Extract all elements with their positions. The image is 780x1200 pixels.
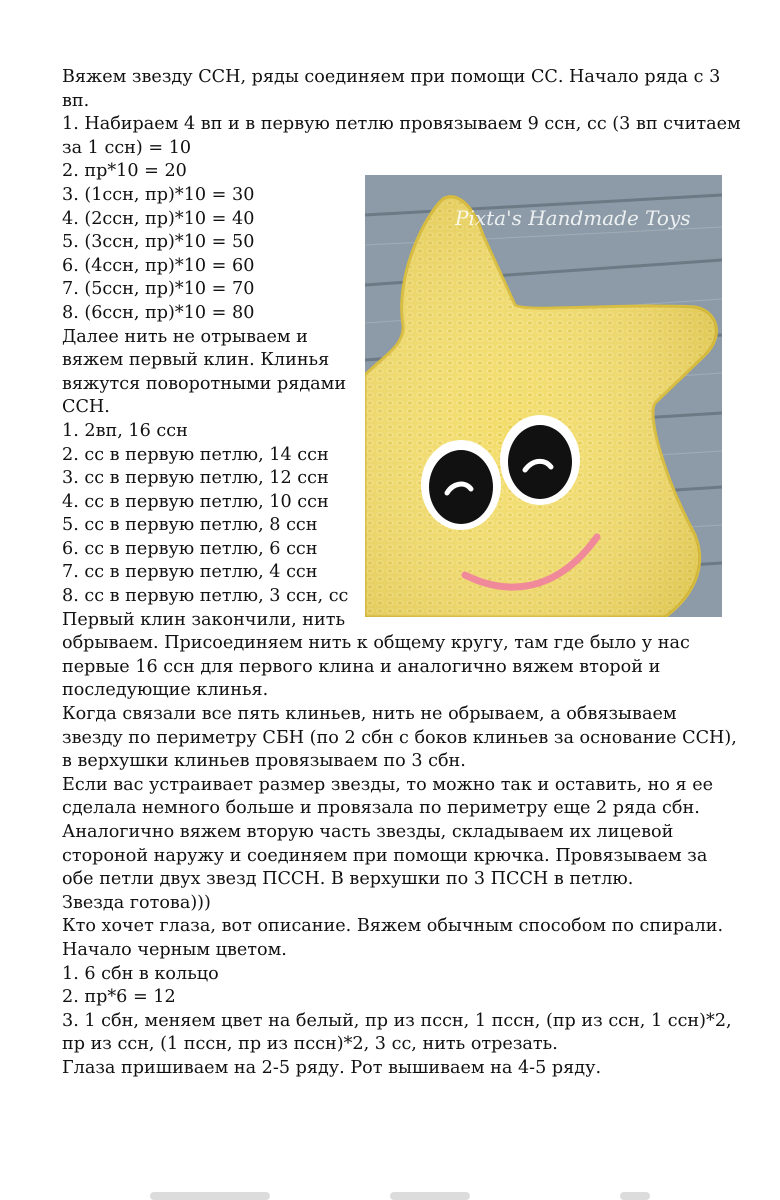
text-line: обрываем. Присоединяем нить к общему кругу, там где было у нас — [62, 633, 690, 654]
text-line: 6. (4ссн, пр)*10 = 60 — [62, 255, 255, 276]
text-line: Звезда готова))) — [62, 892, 211, 913]
text-line: первые 16 ссн для первого клина и аналогично вяжем второй и — [62, 656, 661, 677]
text-line: 8. (6ссн, пр)*10 = 80 — [62, 302, 255, 323]
text-line: вяжутся поворотными рядами — [62, 373, 347, 394]
intro-block — [62, 66, 752, 160]
text-line: обе петли двух звезд ПССН. В верхушки по 3 ПССН в петлю. — [62, 869, 634, 890]
left-eye — [421, 440, 501, 530]
star-toy-photo — [365, 175, 722, 617]
text-line: 2. пр*6 = 12 — [62, 987, 176, 1008]
text-line: 8. сс в первую петлю, 3 ссн, сс — [62, 586, 349, 607]
text-line: Глаза пришиваем на 2-5 ряду. Рот вышиваем на 4-5 ряду. — [62, 1057, 602, 1078]
text-line: 4. (2ссн, пр)*10 = 40 — [62, 208, 255, 229]
text-line: Начало черным цветом. — [62, 939, 287, 960]
text-line: вяжем первый клин. Клинья — [62, 350, 330, 371]
text-line: сделала немного больше и провязала по периметру еще 2 ряда сбн. — [62, 798, 700, 819]
text-line: 1. 2вп, 16 ссн — [62, 420, 188, 441]
text-line: 3. сс в первую петлю, 12 ссн — [62, 468, 329, 489]
text-line: 1. Набираем 4 вп и в первую петлю провязываем 9 ссн, сс (3 вп считаем — [62, 114, 741, 135]
text-line: Аналогично вяжем вторую часть звезды, складываем их лицевой — [62, 822, 674, 842]
full-width-block — [62, 632, 752, 1080]
text-line: ССН. — [62, 397, 110, 418]
text-line: Кто хочет глаза, вот описание. Вяжем обычным способом по спирали. — [62, 916, 724, 937]
text-line: 7. сс в первую петлю, 4 ссн — [62, 562, 318, 583]
text-line: 3. 1 сбн, меняем цвет на белый, пр из пссн, 1 пссн, (пр из ссн, 1 ссн)*2, — [62, 1010, 732, 1031]
text-line: Первый клин закончили, нить — [62, 609, 346, 630]
text-line: пр из ссн, (1 пссн, пр из пссн)*2, 3 сс, нить отрезать. — [62, 1034, 558, 1055]
text-line: звезду по периметру СБН (по 2 сбн с боков клиньев за основание ССН), — [62, 727, 737, 748]
text-line: 7. (5ссн, пр)*10 = 70 — [62, 279, 255, 300]
text-line: 6. сс в первую петлю, 6 ссн — [62, 538, 318, 559]
right-eye — [500, 415, 580, 505]
text-line: за 1 ссн) = 10 — [62, 137, 192, 158]
watermark: Pixta's Handmade Toys — [455, 206, 691, 230]
text-line: 1. 6 сбн в кольцо — [62, 963, 219, 984]
text-line: 5. (3ссн, пр)*10 = 50 — [62, 232, 255, 253]
text-line: Вяжем звезду ССН, ряды соединяем при помощи СС. Начало ряда с 3 — [62, 67, 721, 87]
text-line: Далее нить не отрываем и — [62, 326, 308, 347]
text-line: 2. сс в первую петлю, 14 ссн — [62, 444, 329, 465]
text-line: 5. сс в первую петлю, 8 ссн — [62, 515, 318, 536]
text-line: вп. — [62, 90, 90, 111]
text-line: Когда связали все пять клиньев, нить не обрываем, а обвязываем — [62, 704, 677, 725]
text-line: Если вас устраивает размер звезды, то можно так и оставить, но я ее — [62, 774, 714, 795]
text-line: в верхушки клиньев провязываем по 3 сбн. — [62, 751, 466, 772]
text-line: 2. пр*10 = 20 — [62, 161, 187, 182]
text-line: стороной наружу и соединяем при помощи крючка. Провязываем за — [62, 845, 708, 866]
text-line: 3. (1ссн, пр)*10 = 30 — [62, 184, 255, 205]
text-line: последующие клинья. — [62, 680, 269, 701]
text-line: 4. сс в первую петлю, 10 ссн — [62, 491, 329, 512]
